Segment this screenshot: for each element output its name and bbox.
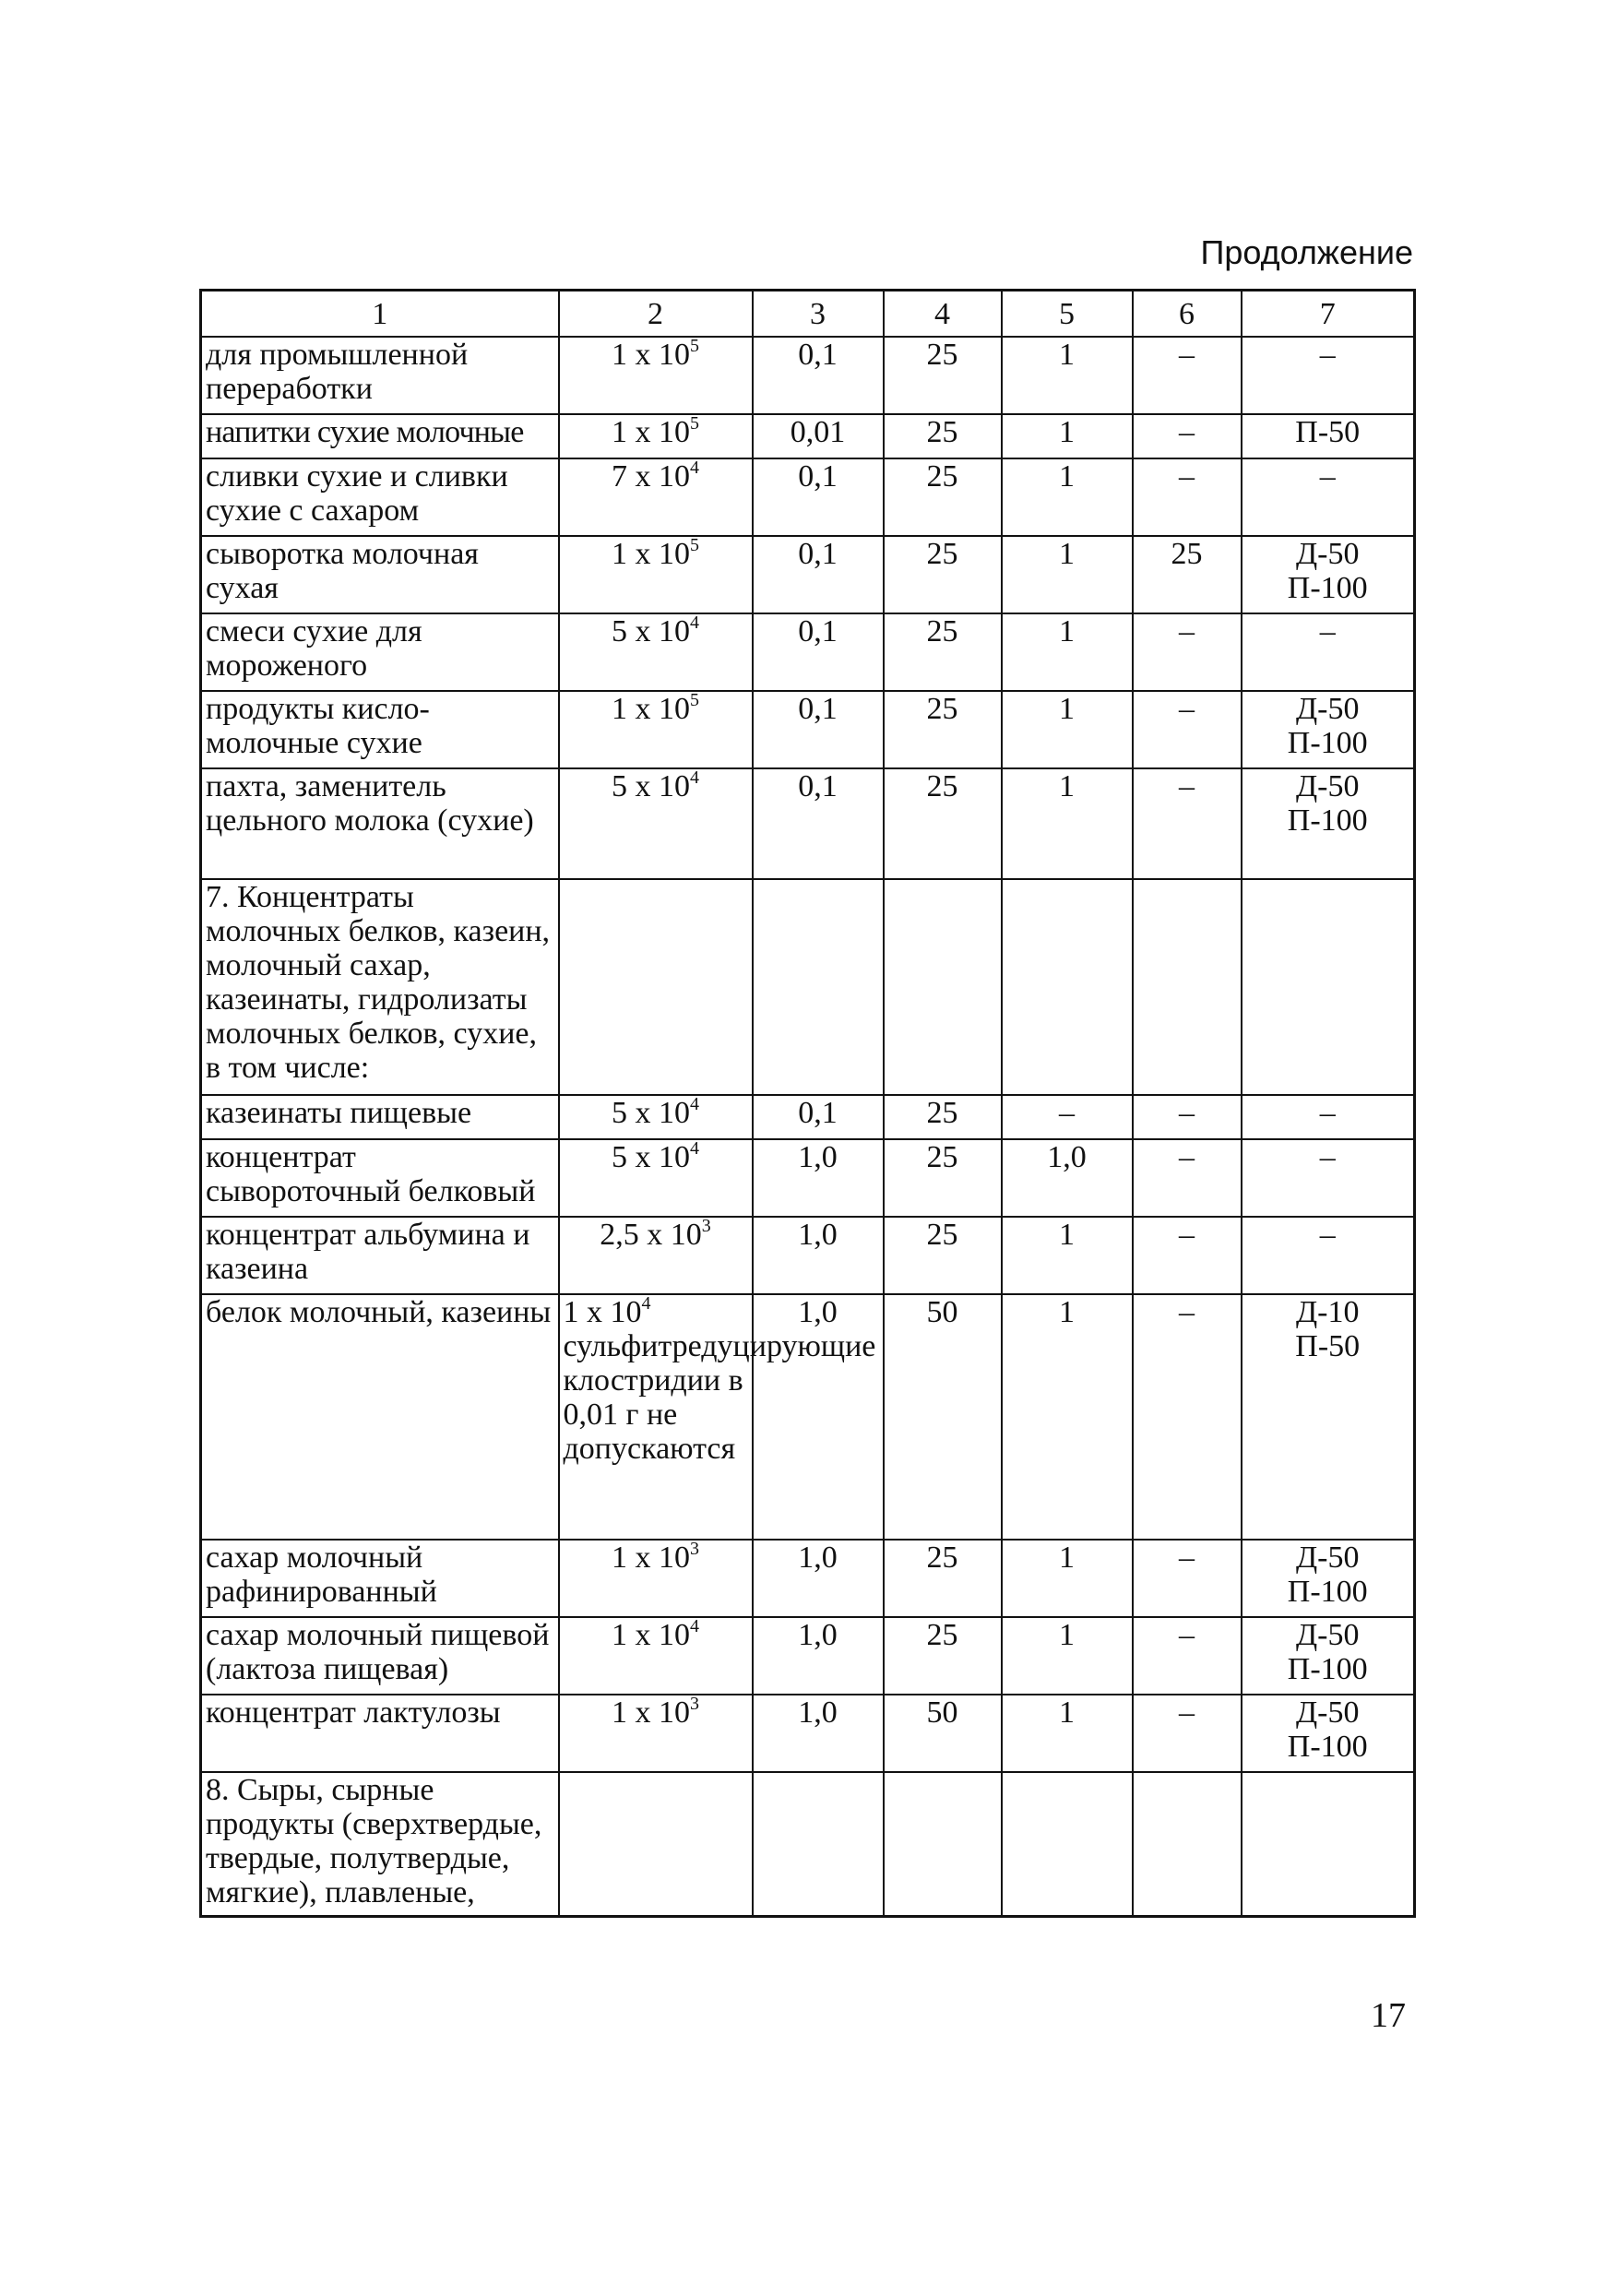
cell-col4: 25 xyxy=(884,337,1002,414)
microbe-count: 5 x $10^4$ xyxy=(559,613,753,691)
cell-col7: – xyxy=(1242,1095,1415,1139)
cell-col6: – xyxy=(1133,1217,1242,1294)
cell-col6: 25 xyxy=(1133,536,1242,613)
column-header: 5 xyxy=(1002,291,1133,338)
product-name: напитки сухие молочные xyxy=(201,414,559,458)
cell-col7: Д-50 П-100 xyxy=(1242,536,1415,613)
cell-col5: 1 xyxy=(1002,1540,1133,1617)
cell-col3: 0,1 xyxy=(753,536,884,613)
microbe-count: 2,5 x $10^3$ xyxy=(559,1217,753,1294)
table-row xyxy=(201,458,1415,536)
cell-col7: – xyxy=(1242,1139,1415,1217)
cell-col5: 1,0 xyxy=(1002,1139,1133,1217)
cell-col4 xyxy=(884,879,1002,1095)
cell-col3: 1,0 xyxy=(753,1540,884,1617)
cell-col6: – xyxy=(1133,1695,1242,1772)
cell-col3: 0,1 xyxy=(753,458,884,536)
microbe-count: 1 x $10^5$ xyxy=(559,414,753,458)
cell-col4 xyxy=(884,1772,1002,1916)
cell-col7: – xyxy=(1242,458,1415,536)
product-name: казеинаты пищевые xyxy=(201,1095,559,1139)
cell-col5: 1 xyxy=(1002,337,1133,414)
cell-col4: 25 xyxy=(884,613,1002,691)
cell-col7 xyxy=(1242,879,1415,1095)
product-name: концентрат альбумина и казеина xyxy=(201,1217,559,1294)
column-header: 6 xyxy=(1133,291,1242,338)
product-name: сахар молочный рафинированный xyxy=(201,1540,559,1617)
cell-col5: – xyxy=(1002,1095,1133,1139)
cell-col3: 0,01 xyxy=(753,414,884,458)
cell-col4: 50 xyxy=(884,1294,1002,1540)
cell-col5: 1 xyxy=(1002,768,1133,879)
microbe-count: 1 x $10^4$ xyxy=(559,1617,753,1695)
cell-col7: П-50 xyxy=(1242,414,1415,458)
cell-col7: Д-50 П-100 xyxy=(1242,1617,1415,1695)
microbe-count: 5 x $10^4$ xyxy=(559,1095,753,1139)
cell-col4: 25 xyxy=(884,1139,1002,1217)
table-row xyxy=(201,337,1415,414)
cell-col3: 1,0 xyxy=(753,1217,884,1294)
cell-col5: 1 xyxy=(1002,1695,1133,1772)
cell-col3 xyxy=(753,879,884,1095)
cell-col4: 25 xyxy=(884,1540,1002,1617)
table-row xyxy=(201,1294,1415,1540)
cell-col6: – xyxy=(1133,1139,1242,1217)
cell-col3: 0,1 xyxy=(753,613,884,691)
cell-col7: Д-50 П-100 xyxy=(1242,1695,1415,1772)
column-header: 7 xyxy=(1242,291,1415,338)
cell-col4: 25 xyxy=(884,768,1002,879)
microbe-count: 1 x $10^5$ xyxy=(559,536,753,613)
microbe-count: 1 x $10^5$ xyxy=(559,691,753,768)
microbe-count: 5 x $10^4$ xyxy=(559,768,753,879)
cell-col7: – xyxy=(1242,613,1415,691)
cell-col4: 25 xyxy=(884,1617,1002,1695)
cell-col6: – xyxy=(1133,691,1242,768)
microbe-count: 1 x $10^3$ xyxy=(559,1540,753,1617)
cell-col4: 25 xyxy=(884,458,1002,536)
table-row xyxy=(201,1617,1415,1695)
cell-col4: 25 xyxy=(884,1095,1002,1139)
cell-col6: – xyxy=(1133,1294,1242,1540)
microbiology-table xyxy=(199,289,1416,1918)
cell-col3: 0,1 xyxy=(753,337,884,414)
cell-col7: Д-50 П-100 xyxy=(1242,691,1415,768)
cell-col3: 1,0 xyxy=(753,1617,884,1695)
table-row xyxy=(201,1095,1415,1139)
column-header: 1 xyxy=(201,291,559,338)
cell-col5: 1 xyxy=(1002,1617,1133,1695)
cell-col4: 50 xyxy=(884,1695,1002,1772)
column-header: 4 xyxy=(884,291,1002,338)
cell-col4: 25 xyxy=(884,691,1002,768)
table-row xyxy=(201,1139,1415,1217)
cell-col4: 25 xyxy=(884,536,1002,613)
microbe-count: 1 x $10^5$ xyxy=(559,337,753,414)
table-row xyxy=(201,536,1415,613)
product-name: сливки сухие и сливки сухие с сахаром xyxy=(201,458,559,536)
cell-col5: 1 xyxy=(1002,1217,1133,1294)
continuation-label: Продолжение xyxy=(1200,233,1413,271)
table-row xyxy=(201,1772,1415,1916)
cell-col7: – xyxy=(1242,337,1415,414)
page-number: 17 xyxy=(1371,1996,1406,2035)
cell-col6: – xyxy=(1133,768,1242,879)
cell-col6 xyxy=(1133,879,1242,1095)
cell-col7: Д-50 П-100 xyxy=(1242,768,1415,879)
cell-col5 xyxy=(1002,879,1133,1095)
product-name: пахта, заменитель цельного молока (сухие) xyxy=(201,768,559,879)
table-row xyxy=(201,1540,1415,1617)
count-note: сульфитредуцирующие клостридии в 0,01 г не допускаются xyxy=(563,1329,876,1466)
cell-col6: – xyxy=(1133,613,1242,691)
table-row xyxy=(201,879,1415,1095)
cell-col5 xyxy=(1002,1772,1133,1916)
microbe-count: 1 x $10^4$ сульфитредуцирующие клостридии в 0,01 г не допускаются xyxy=(559,1294,753,1540)
cell-col6: – xyxy=(1133,1095,1242,1139)
cell-col5: 1 xyxy=(1002,1294,1133,1540)
cell-col5: 1 xyxy=(1002,414,1133,458)
cell-col3: 0,1 xyxy=(753,768,884,879)
microbe-count: 1 x $10^3$ xyxy=(559,1695,753,1772)
cell-col5: 1 xyxy=(1002,613,1133,691)
cell-col6 xyxy=(1133,1772,1242,1916)
cell-col6: – xyxy=(1133,1540,1242,1617)
cell-col3: 0,1 xyxy=(753,691,884,768)
cell-col3 xyxy=(753,1772,884,1916)
cell-col6: – xyxy=(1133,414,1242,458)
product-name: белок молочный, казеины xyxy=(201,1294,559,1540)
microbe-count: 7 x $10^4$ xyxy=(559,458,753,536)
cell-col3: 1,0 xyxy=(753,1294,884,1540)
column-header: 2 xyxy=(559,291,753,338)
product-name: концентрат лактулозы xyxy=(201,1695,559,1772)
table-row xyxy=(201,613,1415,691)
cell-col5: 1 xyxy=(1002,691,1133,768)
table-header-row xyxy=(201,291,1415,338)
cell-col3: 1,0 xyxy=(753,1139,884,1217)
product-name: продукты кисло-молочные сухие xyxy=(201,691,559,768)
table-row xyxy=(201,414,1415,458)
cell-col5: 1 xyxy=(1002,536,1133,613)
cell-col7: Д-10 П-50 xyxy=(1242,1294,1415,1540)
cell-col5: 1 xyxy=(1002,458,1133,536)
cell-col4: 25 xyxy=(884,1217,1002,1294)
cell-col3: 1,0 xyxy=(753,1695,884,1772)
section-heading: 7. Концентраты молочных белков, казеин, молочный сахар, казеинаты, гидролизаты молочных белков, сухие, в том числе: xyxy=(201,879,559,1095)
table-row xyxy=(201,1217,1415,1294)
cell-col2 xyxy=(559,1772,753,1916)
product-name: смеси сухие для мороженого xyxy=(201,613,559,691)
section-heading: 8. Сыры, сырные продукты (сверхтвердые, твердые, полутвердые, мягкие), плавленые, xyxy=(201,1772,559,1916)
product-name: сыворотка молочная сухая xyxy=(201,536,559,613)
cell-col3: 0,1 xyxy=(753,1095,884,1139)
cell-col7: – xyxy=(1242,1217,1415,1294)
cell-col2 xyxy=(559,879,753,1095)
table-row xyxy=(201,768,1415,879)
column-header: 3 xyxy=(753,291,884,338)
product-name: для промышленной переработки xyxy=(201,337,559,414)
product-name: концентрат сывороточный белковый xyxy=(201,1139,559,1217)
table-row xyxy=(201,1695,1415,1772)
cell-col4: 25 xyxy=(884,414,1002,458)
cell-col6: – xyxy=(1133,337,1242,414)
table-row xyxy=(201,691,1415,768)
product-name: сахар молочный пищевой (лактоза пищевая) xyxy=(201,1617,559,1695)
microbe-count: 5 x $10^4$ xyxy=(559,1139,753,1217)
cell-col7: Д-50 П-100 xyxy=(1242,1540,1415,1617)
cell-col6: – xyxy=(1133,458,1242,536)
cell-col7 xyxy=(1242,1772,1415,1916)
cell-col6: – xyxy=(1133,1617,1242,1695)
